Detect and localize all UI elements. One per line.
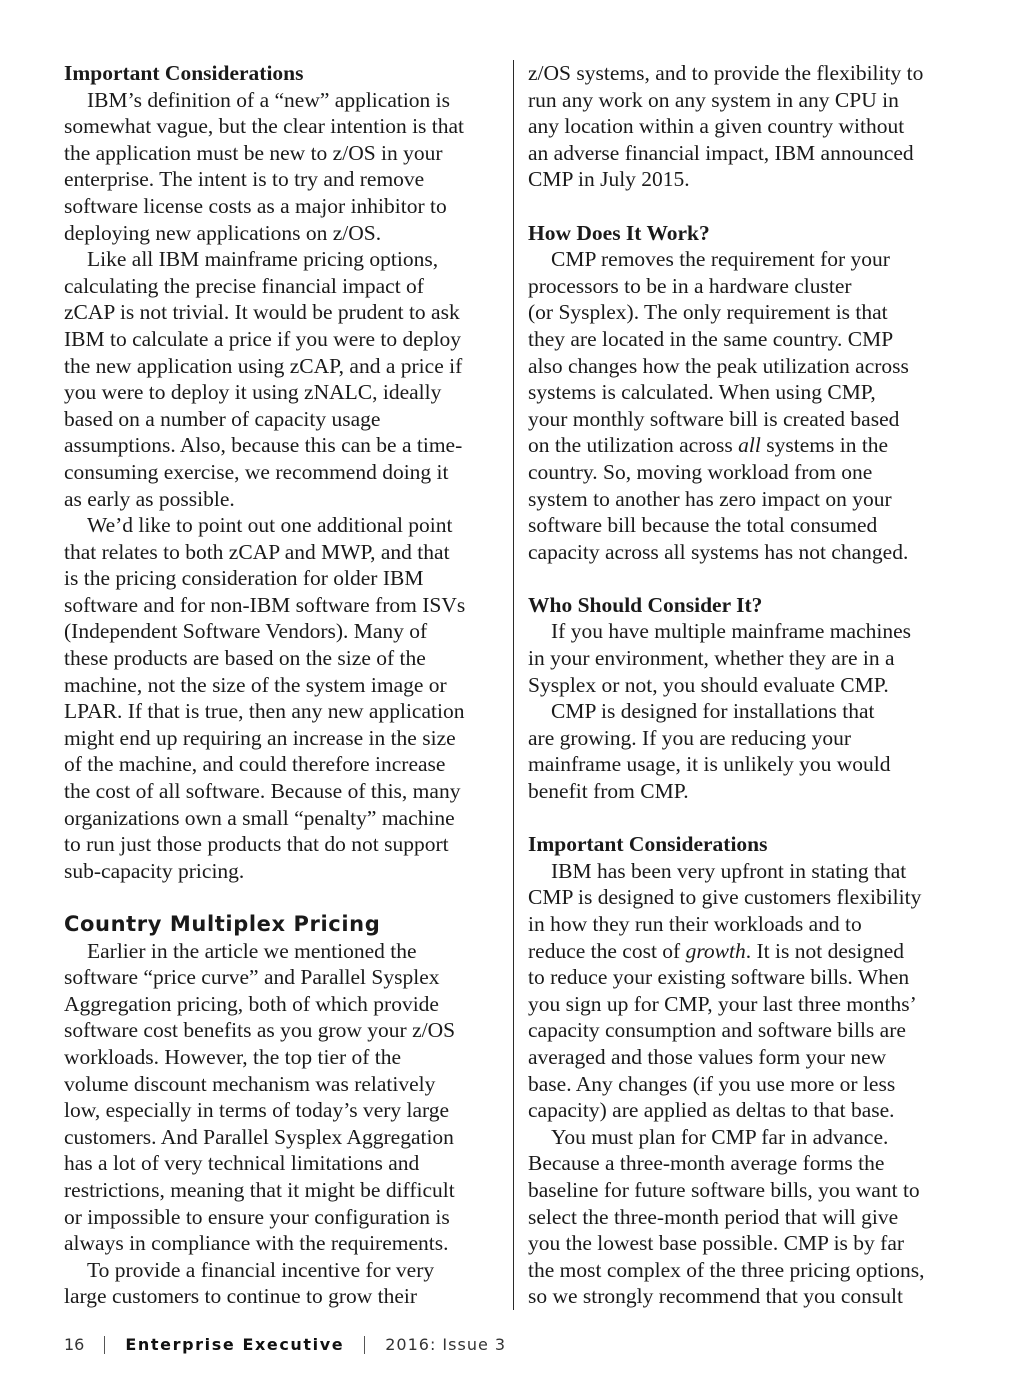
text-line: capacity across all systems has not changed. [528, 539, 909, 564]
text-line: that relates to both zCAP and MWP, and that [64, 539, 450, 564]
subheading-who-should-consider-it: Who Should Consider It? [528, 592, 763, 617]
text-line: deploying new applications on z/OS. [64, 220, 382, 245]
column-divider [513, 60, 514, 1310]
footer-divider [364, 1336, 365, 1354]
text-line: averaged and those values form your new [528, 1044, 887, 1069]
text-line: these products are based on the size of the [64, 646, 426, 671]
text-line [528, 938, 968, 965]
text-run: on the utilization across [528, 433, 739, 458]
text-run: reduce the cost of [528, 938, 686, 963]
paragraph-pricing-options [64, 246, 504, 512]
text-line: machine, not the size of the system image or [64, 672, 447, 697]
text-line: CMP in July 2015. [528, 167, 690, 192]
paragraph-plan-in-advance [528, 1124, 968, 1310]
paragraph-new-application [64, 87, 504, 247]
text-line: You must plan for CMP far in advance. [551, 1124, 889, 1149]
section-heading-country-multiplex-pricing: Country Multiplex Pricing [64, 912, 381, 936]
text-line: low, especially in terms of today’s very large [64, 1098, 450, 1123]
issue-label: 2016: Issue 3 [385, 1335, 507, 1354]
text-line: Like all IBM mainframe pricing options, [87, 247, 439, 272]
text-line: Because a three-month average forms the [528, 1151, 885, 1176]
page-number: 16 [64, 1335, 85, 1354]
text-line: based on a number of capacity usage [64, 406, 381, 431]
text-line: organizations own a small “penalty” machine [64, 805, 455, 830]
text-line: the new application using zCAP, and a price if [64, 353, 463, 378]
text-line: you sign up for CMP, your last three months’ [528, 991, 917, 1016]
text-line: your monthly software bill is created based [528, 406, 900, 431]
text-line: CMP removes the requirement for your [551, 247, 890, 272]
text-line: z/OS systems, and to provide the flexibility to [528, 61, 924, 85]
text-line: in your environment, whether they are in a [528, 646, 895, 671]
text-line: are growing. If you are reducing your [528, 725, 851, 750]
text-line: assumptions. Also, because this can be a time- [64, 433, 463, 458]
text-line: consuming exercise, we recommend doing it [64, 459, 449, 484]
left-column [64, 60, 504, 1310]
right-column [528, 60, 968, 1310]
text-line: somewhat vague, but the clear intention is that [64, 114, 465, 139]
text-line: Sysplex or not, you should evaluate CMP. [528, 672, 889, 697]
text-line: software and for non-IBM software from ISVs [64, 592, 466, 617]
text-line: in how they run their workloads and to [528, 912, 862, 936]
text-line: volume discount mechanism was relatively [64, 1071, 436, 1096]
text-line: or impossible to ensure your configuration is [64, 1204, 450, 1229]
text-line: CMP is designed for installations that [551, 699, 875, 724]
emphasis-all: all [738, 433, 761, 458]
subheading-how-does-it-work: How Does It Work? [528, 220, 710, 245]
text-line: mainframe usage, it is unlikely you would [528, 752, 891, 777]
text-line: large customers to continue to grow their [64, 1284, 418, 1309]
text-line: (Independent Software Vendors). Many of [64, 619, 428, 644]
text-line: capacity) are applied as deltas to that base. [528, 1098, 895, 1123]
text-line: run any work on any system in any CPU in [528, 87, 899, 112]
text-line: to run just those products that do not support [64, 832, 449, 857]
text-line: select the three-month period that will give [528, 1204, 899, 1229]
text-line: system to another has zero impact on your [528, 486, 892, 511]
text-run: systems in the [760, 433, 889, 458]
text-line: also changes how the peak utilization across [528, 353, 909, 378]
text-line: is the pricing consideration for older IBM [64, 566, 424, 591]
footer-divider [104, 1336, 105, 1354]
text-line: might end up requiring an increase in the size [64, 725, 456, 750]
text-line: We’d like to point out one additional point [87, 513, 453, 538]
page-footer [64, 1335, 506, 1354]
paragraph-financial-incentive [64, 1257, 504, 1310]
magazine-title: Enterprise Executive [125, 1335, 345, 1354]
text-line: calculating the precise financial impact of [64, 273, 424, 298]
text-line: country. So, moving workload from one [528, 459, 873, 484]
text-line [528, 432, 968, 459]
text-line: enterprise. The intent is to try and remove [64, 167, 425, 192]
text-line: baseline for future software bills, you want to [528, 1177, 920, 1202]
text-line: you the lowest base possible. CMP is by far [528, 1231, 905, 1256]
text-line: To provide a financial incentive for very [87, 1257, 435, 1282]
subheading-important-considerations-cmp: Important Considerations [528, 832, 768, 857]
text-line: IBM has been very upfront in stating that [551, 858, 907, 883]
text-line: If you have multiple mainframe machines [551, 619, 911, 644]
paragraph-gap [528, 565, 968, 592]
text-line: IBM’s definition of a “new” application is [87, 87, 451, 112]
paragraph-gap [528, 193, 968, 220]
text-line: Aggregation pricing, both of which provide [64, 991, 439, 1016]
text-line: they are located in the same country. CMP [528, 326, 894, 351]
text-line: software cost benefits as you grow your z/OS [64, 1018, 456, 1043]
emphasis-growth: growth [685, 938, 746, 963]
paragraph-gap [64, 884, 504, 911]
text-line: base. Any changes (if you use more or less [528, 1071, 896, 1096]
text-run: . It is not designed [745, 938, 904, 963]
text-line: IBM to calculate a price if you were to deploy [64, 326, 462, 351]
text-line: any location within a given country without [528, 114, 905, 139]
text-line: sub-capacity pricing. [64, 858, 245, 883]
text-line: always in compliance with the requirements. [64, 1231, 449, 1256]
paragraph-growing-installations [528, 698, 968, 804]
text-line: you were to deploy it using zNALC, ideally [64, 380, 442, 405]
text-line: an adverse financial impact, IBM announced [528, 140, 914, 165]
text-line: processors to be in a hardware cluster [528, 273, 852, 298]
text-line: customers. And Parallel Sysplex Aggregation [64, 1124, 454, 1149]
text-line: CMP is designed to give customers flexibility [528, 885, 922, 910]
paragraph-multiple-machines [528, 618, 968, 698]
text-line: LPAR. If that is true, then any new application [64, 699, 465, 724]
paragraph-gap [528, 805, 968, 832]
text-line: to reduce your existing software bills. When [528, 965, 910, 990]
paragraph-isv-software [64, 512, 504, 884]
text-line: (or Sysplex). The only requirement is that [528, 300, 888, 325]
text-line: zCAP is not trivial. It would be prudent to ask [64, 300, 460, 325]
text-line: has a lot of very technical limitations and [64, 1151, 420, 1176]
subheading-important-considerations: Important Considerations [64, 61, 304, 85]
paragraph-how-it-works [528, 246, 968, 565]
text-line: as early as possible. [64, 486, 235, 511]
paragraph-price-curve [64, 938, 504, 1257]
text-line: the cost of all software. Because of this, many [64, 779, 461, 804]
text-line: so we strongly recommend that you consult [528, 1284, 903, 1309]
paragraph-cmp-flexibility [528, 858, 968, 1124]
text-line: workloads. However, the top tier of the [64, 1044, 402, 1069]
text-line: of the machine, and could therefore increase [64, 752, 446, 777]
text-line: the application must be new to z/OS in your [64, 140, 443, 165]
text-line: restrictions, meaning that it might be difficult [64, 1177, 455, 1202]
text-line: software license costs as a major inhibitor to [64, 193, 447, 218]
text-line: software bill because the total consumed [528, 513, 878, 538]
text-line: Earlier in the article we mentioned the [87, 938, 417, 963]
text-line: the most complex of the three pricing options, [528, 1257, 925, 1282]
paragraph-cmp-announcement [528, 60, 968, 193]
text-line: software “price curve” and Parallel Sysplex [64, 965, 440, 990]
text-line: systems is calculated. When using CMP, [528, 380, 876, 405]
text-line: capacity consumption and software bills are [528, 1018, 906, 1043]
text-line: benefit from CMP. [528, 779, 689, 804]
